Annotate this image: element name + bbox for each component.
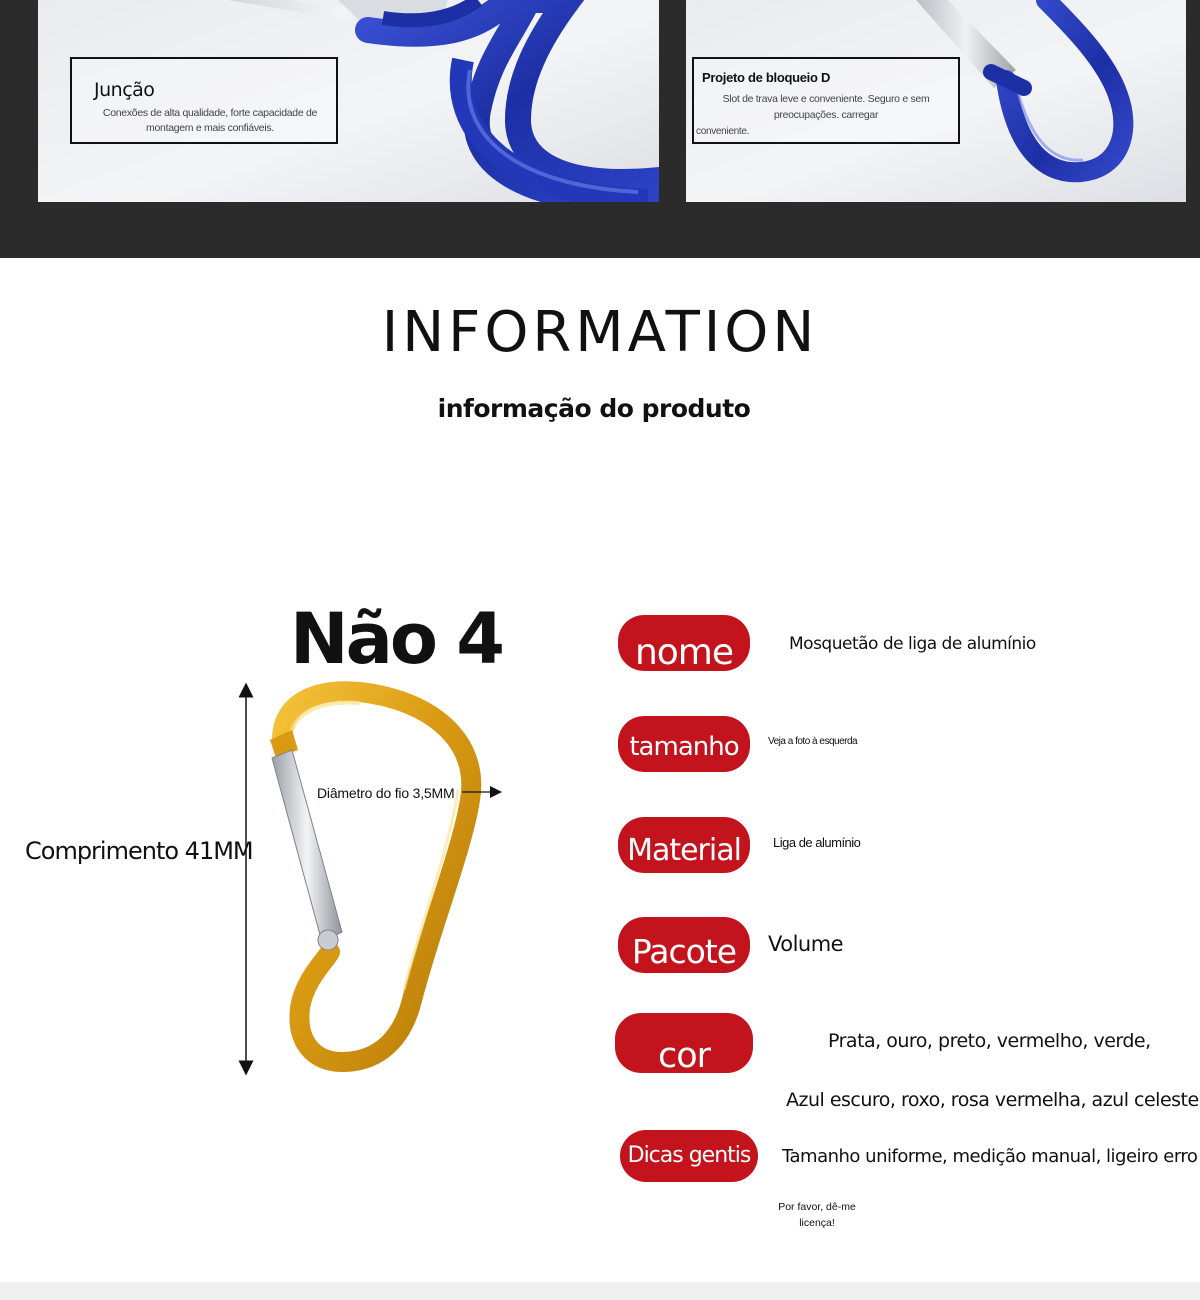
feature-lock-box (692, 57, 960, 144)
spec-value-tamanho: Veja a foto à esquerda (768, 736, 858, 747)
feature-lock-description: Slot de trava leve e conveniente. Seguro e sem preocupações. carregar (722, 93, 930, 121)
spec-value-nome: Mosquetão de liga de alumínio (789, 634, 1036, 654)
spec-label-dicas: Dicas gentis (620, 1130, 758, 1182)
feature-photo-lock (686, 0, 1186, 202)
spec-value-cor-line1: Prata, ouro, preto, vermelho, verde, (828, 1030, 1151, 1052)
spec-label-tamanho: tamanho (618, 716, 750, 772)
spec-value-cor-line2: Azul escuro, roxo, rosa vermelha, azul celeste (786, 1089, 1199, 1111)
feature-photo-band (0, 0, 1200, 258)
spec-label-material: Material (618, 817, 750, 873)
feature-photo-junction (38, 0, 659, 202)
product-model-title: Não 4 (290, 598, 502, 680)
spec-note-dicas: Por favor, dê-me licença! (778, 1201, 856, 1229)
spec-label-pacote: Pacote (618, 917, 750, 973)
section-heading: INFORMATION (381, 300, 819, 365)
feature-junction-title: Junção (94, 79, 155, 101)
gold-carabiner-photo-icon (230, 670, 510, 1090)
spec-value-material: Liga de alumínio (773, 835, 861, 850)
feature-junction-box (70, 57, 338, 144)
feature-lock-description-extra: conveniente. (696, 126, 750, 137)
wire-diameter-label: Diâmetro do fio 3,5MM (317, 785, 455, 801)
spec-label-cor: cor (615, 1013, 753, 1073)
spec-value-pacote: Volume (768, 932, 844, 956)
feature-lock-title: Projeto de bloqueio D (702, 70, 831, 85)
feature-junction-description: Conexões de alta qualidade, forte capacidade de montagem e mais confiáveis. (102, 107, 318, 134)
spec-label-nome: nome (618, 615, 750, 671)
spec-value-dicas: Tamanho uniforme, medição manual, ligeiro erro (782, 1146, 1198, 1167)
bottom-divider (0, 1282, 1200, 1300)
length-label: Comprimento 41MM (25, 837, 253, 865)
section-subheading: informação do produto (437, 394, 751, 423)
